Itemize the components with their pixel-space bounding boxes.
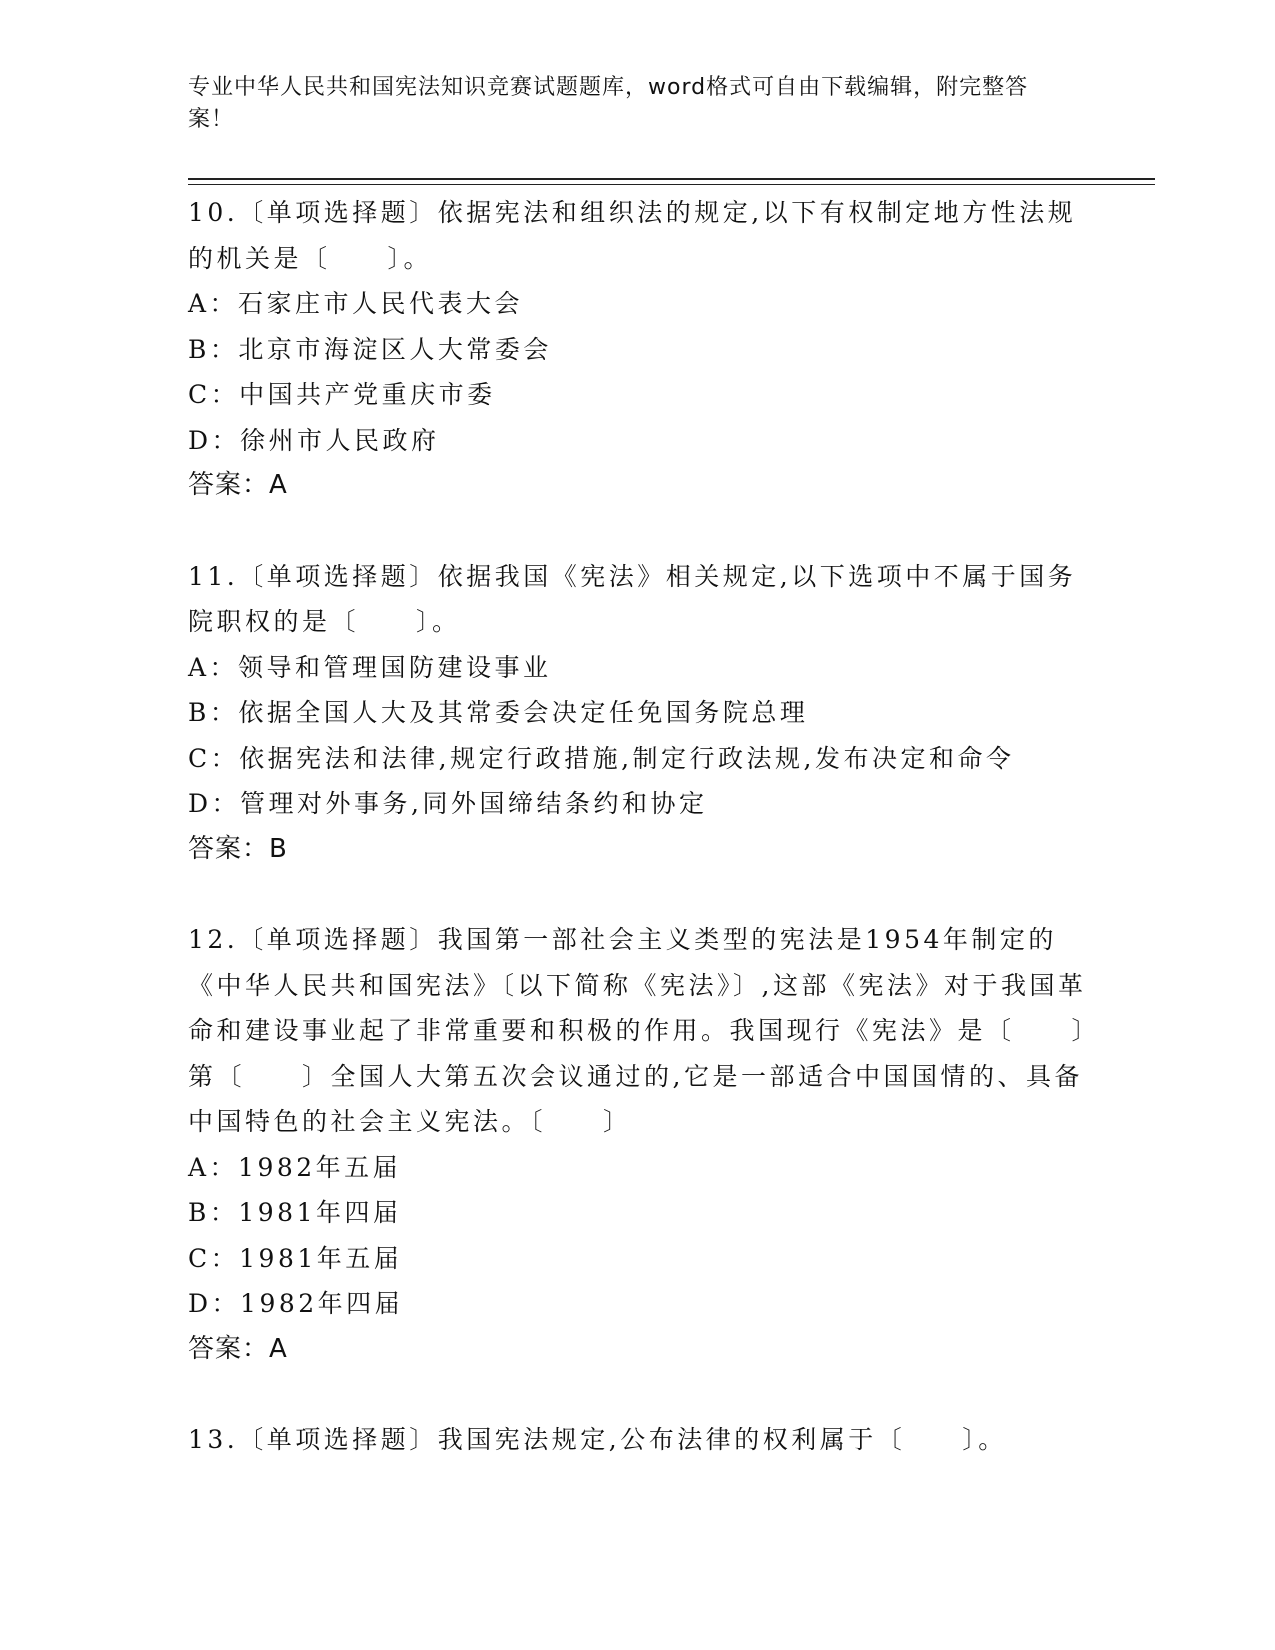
question-13 — [188, 1417, 1088, 1463]
option-b: B：依据全国人大及其常委会决定任免国务院总理 — [188, 698, 809, 727]
option-d: D：徐州市人民政府 — [188, 425, 440, 455]
option-b: B：北京市海淀区人大常委会 — [188, 334, 552, 364]
header-divider-thick — [188, 178, 1155, 180]
option-c: C：中国共产党重庆市委 — [188, 380, 496, 409]
question-text: 10.〔单项选择题〕依据宪法和组织法的规定,以下有权制定地方性法规的机关是〔 〕。 — [188, 198, 1077, 273]
answer-line: 答案：B — [188, 833, 288, 864]
answer-line: 答案：A — [188, 1333, 288, 1364]
question-text: 13.〔单项选择题〕我国宪法规定,公布法律的权利属于〔 〕。 — [188, 1425, 1007, 1454]
document-intro: 专业中华人民共和国宪法知识竞赛试题题库，word格式可自由下载编辑，附完整答案！ — [188, 75, 1029, 132]
question-10 — [188, 190, 1088, 509]
option-c: C：依据宪法和法律,规定行政措施,制定行政法规,发布决定和命令 — [188, 743, 1015, 773]
option-a: A：1982年五届 — [188, 1152, 402, 1182]
option-d: D：1982年四届 — [188, 1289, 404, 1318]
option-d: D：管理对外事务,同外国缔结条约和协定 — [188, 789, 708, 818]
question-text: 11.〔单项选择题〕依据我国《宪法》相关规定,以下选项中不属于国务院职权的是〔 〕。 — [188, 561, 1077, 636]
option-c: C：1981年五届 — [188, 1243, 403, 1273]
question-11 — [188, 554, 1088, 873]
question-12 — [188, 917, 1088, 1372]
question-list — [188, 190, 1088, 1508]
header-divider-thin — [188, 184, 1155, 185]
option-b: B：1981年四届 — [188, 1198, 402, 1227]
answer-line: 答案：A — [188, 470, 288, 500]
option-a: A：领导和管理国防建设事业 — [188, 652, 552, 682]
question-text: 12.〔单项选择题〕我国第一部社会主义类型的宪法是1954年制定的《中华人民共和国宪法》〔以下简称《宪法》〕,这部《宪法》对于我国革命和建设事业起了非常重要和积极的作用。我国现行《宪法》是〔 〕第〔 〕全国人大第五次会议通过的,它是一部适合中国国情的、具备中国特色的社会主义宪法。〔 〕 — [188, 925, 1088, 1136]
option-a: A：石家庄市人民代表大会 — [188, 289, 524, 318]
